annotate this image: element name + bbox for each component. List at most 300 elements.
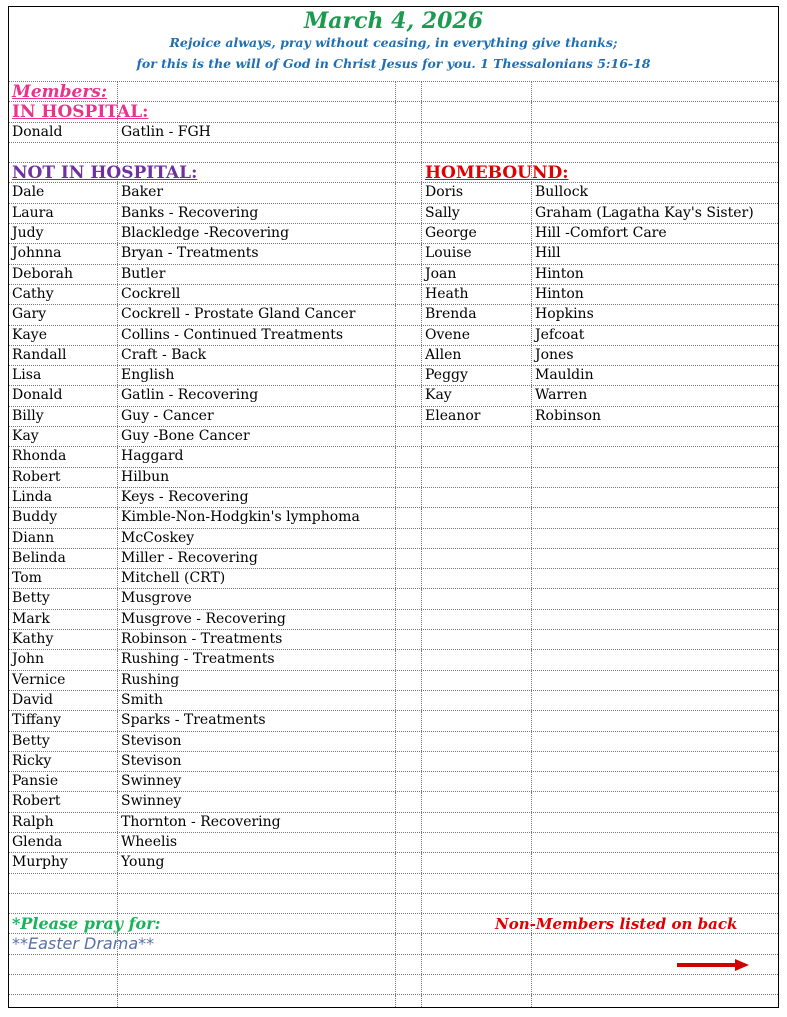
grid-cell-c1 [9, 224, 117, 243]
grid-cell-c3 [395, 711, 421, 730]
member-last-name: Kimble-Non-Hodgkin's lymphoma [121, 509, 360, 526]
grid-cell-c1 [9, 244, 117, 263]
member-last-name: Miller - Recovering [121, 549, 258, 566]
grid-row [9, 893, 778, 913]
member-first-name: Laura [12, 204, 54, 221]
grid-cell-c1 [9, 630, 117, 649]
member-last-name: Stevison [121, 732, 182, 749]
prayer-list-sheet [8, 6, 779, 1008]
grid-cell-c5 [531, 833, 779, 852]
grid-cell-c2 [117, 204, 395, 223]
member-first-name: Lisa [12, 367, 42, 384]
grid-cell-c1 [9, 529, 117, 548]
page-title: March 4, 2026 [303, 8, 484, 34]
right-arrow-icon [677, 959, 749, 971]
grid-cell-c1 [9, 82, 117, 101]
member-first-name: Buddy [12, 509, 58, 526]
grid-cell-c5 [531, 224, 779, 243]
member-last-name: Cockrell [121, 285, 181, 302]
grid-cell-c4 [421, 366, 531, 385]
grid-cell-c4 [421, 549, 531, 568]
grid-row [9, 162, 778, 182]
grid-cell-c1 [9, 995, 117, 1008]
grid-cell-c2 [117, 82, 395, 101]
grid-cell-c5 [531, 711, 779, 730]
grid-cell-c1 [9, 569, 117, 588]
grid-cell-c5 [531, 346, 779, 365]
grid-cell-c5 [531, 650, 779, 669]
grid-cell-c4 [421, 792, 531, 811]
grid-cell-c3 [395, 853, 421, 872]
grid-cell-c2 [117, 407, 395, 426]
grid-cell-c4 [421, 732, 531, 751]
grid-cell-c1 [9, 813, 117, 832]
grid-cell-c2 [117, 447, 395, 466]
member-last-name: Young [121, 854, 165, 871]
homebound-last-name: Hill [535, 245, 561, 262]
grid-row [9, 670, 778, 690]
grid-cell-c1 [9, 447, 117, 466]
grid-cell-c2 [117, 549, 395, 568]
grid-cell-c2 [117, 468, 395, 487]
member-first-name: Kaye [12, 326, 47, 343]
homebound-last-name: Jones [535, 346, 574, 363]
grid-row [9, 588, 778, 608]
grid-row [9, 385, 778, 405]
member-first-name: Randall [12, 346, 67, 363]
grid-cell-c4 [421, 285, 531, 304]
grid-cell-c5 [531, 569, 779, 588]
member-first-name: Belinda [12, 549, 66, 566]
grid-cell-c2 [117, 183, 395, 202]
grid-cell-c2 [117, 102, 395, 121]
grid-cell-c1 [9, 752, 117, 771]
member-first-name: Kay [12, 428, 39, 445]
grid-cell-c3 [395, 163, 421, 182]
grid-cell-c5 [531, 123, 779, 142]
grid-row [9, 406, 778, 426]
grid-row [9, 243, 778, 263]
grid-cell-c2 [117, 934, 395, 953]
grid-cell-c3 [395, 732, 421, 751]
grid-cell-c5 [531, 529, 779, 548]
member-last-name: Musgrove [121, 590, 192, 607]
homebound-last-name: Hinton [535, 265, 584, 282]
grid-cell-c2 [117, 224, 395, 243]
member-last-name: Bryan - Treatments [121, 245, 259, 262]
grid-row [9, 284, 778, 304]
homebound-last-name: Robinson [535, 407, 602, 424]
member-first-name: Mark [12, 610, 50, 627]
grid-cell-c5 [531, 366, 779, 385]
grid-cell-c4 [421, 143, 531, 162]
grid-cell-c3 [395, 468, 421, 487]
grid-row [9, 751, 778, 771]
grid-cell-c3 [395, 914, 421, 933]
grid-row [9, 832, 778, 852]
member-first-name: Diann [12, 529, 55, 546]
grid-cell-c2 [117, 305, 395, 324]
member-first-name: Tiffany [12, 712, 62, 729]
grid-cell-c2 [117, 711, 395, 730]
grid-cell-c3 [395, 305, 421, 324]
grid-cell-c2 [117, 833, 395, 852]
grid-row [9, 649, 778, 669]
member-first-name: Pansie [12, 773, 59, 790]
grid-row [9, 81, 778, 101]
grid-cell-c4 [421, 650, 531, 669]
grid-cell-c4 [421, 955, 531, 974]
grid-row [9, 690, 778, 710]
grid-cell-c2 [117, 589, 395, 608]
grid-cell-c4 [421, 691, 531, 710]
grid-cell-c4 [421, 833, 531, 852]
grid-cell-c1 [9, 407, 117, 426]
grid-cell-c5 [531, 305, 779, 324]
grid-cell-c1 [9, 691, 117, 710]
grid-cell-c3 [395, 346, 421, 365]
member-first-name: Johnna [12, 245, 62, 262]
homebound-heading: HOMEBOUND: [425, 163, 569, 184]
grid-cell-c1 [9, 427, 117, 446]
grid-cell-c1 [9, 549, 117, 568]
grid-cell-c5 [531, 792, 779, 811]
grid-cell-c2 [117, 995, 395, 1008]
grid-cell-c3 [395, 549, 421, 568]
grid-cell-c1 [9, 732, 117, 751]
grid-cell-c1 [9, 894, 117, 913]
grid-row [9, 812, 778, 832]
grid-cell-c3 [395, 102, 421, 121]
grid-cell-c1 [9, 265, 117, 284]
grid-cell-c4 [421, 204, 531, 223]
member-first-name: John [12, 651, 45, 668]
grid-cell-c5 [531, 874, 779, 893]
grid-cell-c2 [117, 265, 395, 284]
member-first-name: Tom [12, 570, 42, 587]
grid-row [9, 731, 778, 751]
grid-cell-c4 [421, 995, 531, 1008]
grid-cell-c4 [421, 447, 531, 466]
grid-cell-c2 [117, 346, 395, 365]
grid-cell-c5 [531, 508, 779, 527]
grid-cell-c4 [421, 813, 531, 832]
grid-cell-c1 [9, 711, 117, 730]
grid-cell-c4 [421, 711, 531, 730]
member-last-name: Mitchell (CRT) [121, 570, 226, 587]
member-last-name: Guy - Cancer [121, 407, 214, 424]
grid-cell-c3 [395, 366, 421, 385]
grid-row [9, 325, 778, 345]
grid-cell-c3 [395, 224, 421, 243]
member-last-name: Swinney [121, 793, 182, 810]
grid-row [9, 467, 778, 487]
member-last-name: Wheelis [121, 833, 178, 850]
grid-row [9, 933, 778, 953]
grid-cell-c5 [531, 82, 779, 101]
verse-line-2: for this is the will of God in Christ Jesus for you. 1 Thessalonians 5:16-18 [136, 56, 651, 71]
grid-row [9, 264, 778, 284]
grid-cell-c2 [117, 244, 395, 263]
grid-cell-c5 [531, 691, 779, 710]
grid-cell-c3 [395, 204, 421, 223]
homebound-last-name: Warren [535, 387, 588, 404]
grid-row [9, 568, 778, 588]
member-last-name: Baker [121, 184, 164, 201]
grid-cell-c2 [117, 671, 395, 690]
in-hospital-last-name: Gatlin - FGH [121, 123, 211, 140]
member-first-name: Glenda [12, 833, 63, 850]
member-first-name: Vernice [12, 671, 66, 688]
member-last-name: Rushing [121, 671, 180, 688]
grid-cell-c5 [531, 813, 779, 832]
member-first-name: Judy [12, 225, 44, 242]
grid-cell-c4 [421, 82, 531, 101]
homebound-first-name: Doris [425, 184, 464, 201]
homebound-first-name: Eleanor [425, 407, 481, 424]
member-first-name: Billy [12, 407, 44, 424]
grid-cell-c5 [531, 204, 779, 223]
grid-cell-c5 [531, 630, 779, 649]
grid-cell-c4 [421, 488, 531, 507]
grid-cell-c5 [531, 934, 779, 953]
grid-cell-c4 [421, 529, 531, 548]
member-first-name: Betty [12, 732, 50, 749]
grid-cell-c4 [421, 346, 531, 365]
verse-line-1: Rejoice always, pray without ceasing, in everything give thanks; [169, 35, 618, 50]
grid-cell-c5 [531, 427, 779, 446]
grid-cell-c2 [117, 508, 395, 527]
grid-row [9, 122, 778, 142]
grid-cell-c4 [421, 123, 531, 142]
grid-cell-c1 [9, 204, 117, 223]
member-first-name: Donald [12, 387, 63, 404]
grid-cell-c2 [117, 874, 395, 893]
grid-cell-c1 [9, 143, 117, 162]
grid-cell-c3 [395, 529, 421, 548]
homebound-first-name: Heath [425, 285, 469, 302]
grid-row [9, 913, 778, 933]
grid-cell-c5 [531, 102, 779, 121]
grid-row [9, 345, 778, 365]
homebound-last-name: Bullock [535, 184, 589, 201]
grid-cell-c4 [421, 671, 531, 690]
homebound-last-name: Hill -Comfort Care [535, 225, 667, 242]
grid-cell-c1 [9, 772, 117, 791]
grid-row [9, 426, 778, 446]
homebound-last-name: Jefcoat [535, 326, 585, 343]
grid-cell-c4 [421, 934, 531, 953]
grid-row [9, 873, 778, 893]
grid-cell-c4 [421, 265, 531, 284]
member-first-name: Dale [12, 184, 45, 201]
grid-cell-c3 [395, 772, 421, 791]
grid-row [9, 223, 778, 243]
grid-cell-c3 [395, 833, 421, 852]
grid-cell-c1 [9, 305, 117, 324]
member-first-name: Kathy [12, 631, 54, 648]
homebound-last-name: Mauldin [535, 367, 594, 384]
grid-cell-c2 [117, 853, 395, 872]
grid-cell-c5 [531, 772, 779, 791]
grid-cell-c3 [395, 447, 421, 466]
grid-cell-c1 [9, 366, 117, 385]
grid-cell-c3 [395, 934, 421, 953]
grid-cell-c5 [531, 671, 779, 690]
grid-row [9, 852, 778, 872]
grid-cell-c5 [531, 610, 779, 629]
grid-row [9, 791, 778, 811]
grid-cell-c3 [395, 955, 421, 974]
grid-cell-c4 [421, 508, 531, 527]
grid-cell-c2 [117, 569, 395, 588]
grid-cell-c4 [421, 102, 531, 121]
easter-drama-note: **Easter Drama** [12, 934, 155, 954]
member-last-name: McCoskey [121, 529, 195, 546]
grid-cell-c2 [117, 610, 395, 629]
homebound-first-name: Kay [425, 387, 452, 404]
grid-cell-c1 [9, 975, 117, 994]
grid-row [9, 954, 778, 974]
member-first-name: Robert [12, 468, 61, 485]
grid-cell-c4 [421, 163, 569, 184]
homebound-first-name: Sally [425, 204, 460, 221]
grid-cell-c2 [117, 285, 395, 304]
grid-cell-c2 [117, 691, 395, 710]
grid-cell-c1 [9, 386, 117, 405]
member-first-name: Ralph [12, 813, 54, 830]
homebound-first-name: Brenda [425, 306, 477, 323]
member-last-name: Blackledge -Recovering [121, 225, 290, 242]
grid-cell-c2 [117, 529, 395, 548]
grid-cell-c3 [395, 894, 421, 913]
member-first-name: Linda [12, 488, 53, 505]
grid-cell-c3 [395, 386, 421, 405]
grid-cell-c4 [421, 610, 531, 629]
grid-cell-c5 [531, 975, 779, 994]
grid-cell-c4 [421, 183, 531, 202]
grid-cell-c1 [9, 123, 117, 142]
member-last-name: Guy -Bone Cancer [121, 428, 250, 445]
grid-row [9, 182, 778, 202]
grid-row [9, 994, 778, 1008]
member-first-name: Ricky [12, 752, 52, 769]
grid-cell-c4 [421, 894, 531, 913]
homebound-first-name: Peggy [425, 367, 468, 384]
grid-cell-c2 [117, 366, 395, 385]
grid-cell-c2 [117, 630, 395, 649]
member-last-name: Keys - Recovering [121, 488, 249, 505]
member-first-name: David [12, 691, 53, 708]
grid-cell-c4 [421, 630, 531, 649]
grid-cell-c2 [117, 143, 395, 162]
grid-cell-c5 [531, 589, 779, 608]
grid-cell-c5 [531, 752, 779, 771]
homebound-last-name: Graham (Lagatha Kay's Sister) [535, 204, 754, 221]
grid-cell-c1 [9, 610, 117, 629]
grid-cell-c3 [395, 610, 421, 629]
grid-cell-c3 [395, 792, 421, 811]
grid-cell-c2 [117, 732, 395, 751]
member-first-name: Deborah [12, 265, 73, 282]
grid-cell-c3 [395, 630, 421, 649]
member-first-name: Robert [12, 793, 61, 810]
grid-cell-c1 [9, 853, 117, 872]
grid-cell-c1 [9, 183, 117, 202]
grid-cell-c3 [395, 975, 421, 994]
grid-row [9, 609, 778, 629]
grid-cell-c4 [421, 427, 531, 446]
grid-cell-c5 [531, 244, 779, 263]
grid-cell-c1 [9, 833, 117, 852]
grid-cell-c3 [395, 874, 421, 893]
grid-cell-c2 [117, 488, 395, 507]
grid-cell-c4 [421, 752, 531, 771]
member-first-name: Cathy [12, 285, 54, 302]
grid-cell-c1 [9, 671, 117, 690]
not-in-hospital-heading: NOT IN HOSPITAL: [12, 163, 198, 184]
grid-cell-c2 [117, 792, 395, 811]
member-last-name: Smith [121, 691, 163, 708]
grid-cell-c5 [531, 549, 779, 568]
grid-cell-c1 [9, 792, 117, 811]
grid-cell-c1 [9, 589, 117, 608]
grid-row [9, 771, 778, 791]
grid-cell-c5 [531, 853, 779, 872]
member-first-name: Betty [12, 590, 50, 607]
grid-cell-c4 [421, 468, 531, 487]
grid-cell-c3 [395, 82, 421, 101]
grid-cell-c5 [531, 894, 779, 913]
grid-cell-c3 [395, 427, 421, 446]
member-last-name: Thornton - Recovering [121, 813, 281, 830]
grid-row [9, 304, 778, 324]
grid-cell-c3 [395, 691, 421, 710]
grid-cell-c3 [395, 265, 421, 284]
grid-cell-c2 [117, 975, 395, 994]
grid-cell-c2 [117, 813, 395, 832]
grid-cell-c5 [531, 995, 779, 1008]
member-last-name: Rushing - Treatments [121, 651, 275, 668]
grid-cell-c1 [9, 346, 117, 365]
member-last-name: Stevison [121, 752, 182, 769]
grid-cell-c3 [395, 995, 421, 1008]
grid-row [9, 629, 778, 649]
member-last-name: Craft - Back [121, 346, 207, 363]
grid-cell-c3 [395, 569, 421, 588]
member-first-name: Gary [12, 306, 47, 323]
grid-cell-c4 [421, 853, 531, 872]
grid-cell-c3 [395, 650, 421, 669]
grid-cell-c2 [117, 752, 395, 771]
homebound-first-name: Allen [425, 346, 462, 363]
grid-cell-c4 [421, 975, 531, 994]
grid-cell-c4 [421, 589, 531, 608]
grid-cell-c5 [531, 488, 779, 507]
grid-cell-c2 [117, 427, 395, 446]
grid-cell-c2 [117, 955, 395, 974]
member-last-name: English [121, 367, 175, 384]
member-last-name: Swinney [121, 773, 182, 790]
grid-cell-c5 [531, 326, 779, 345]
grid-cell-c1 [9, 650, 117, 669]
grid-row [9, 710, 778, 730]
member-last-name: Robinson - Treatments [121, 631, 283, 648]
grid-cell-c3 [395, 488, 421, 507]
grid-cell-c3 [395, 123, 421, 142]
grid-cell-c1 [9, 102, 149, 123]
grid-cell-c2 [117, 386, 395, 405]
